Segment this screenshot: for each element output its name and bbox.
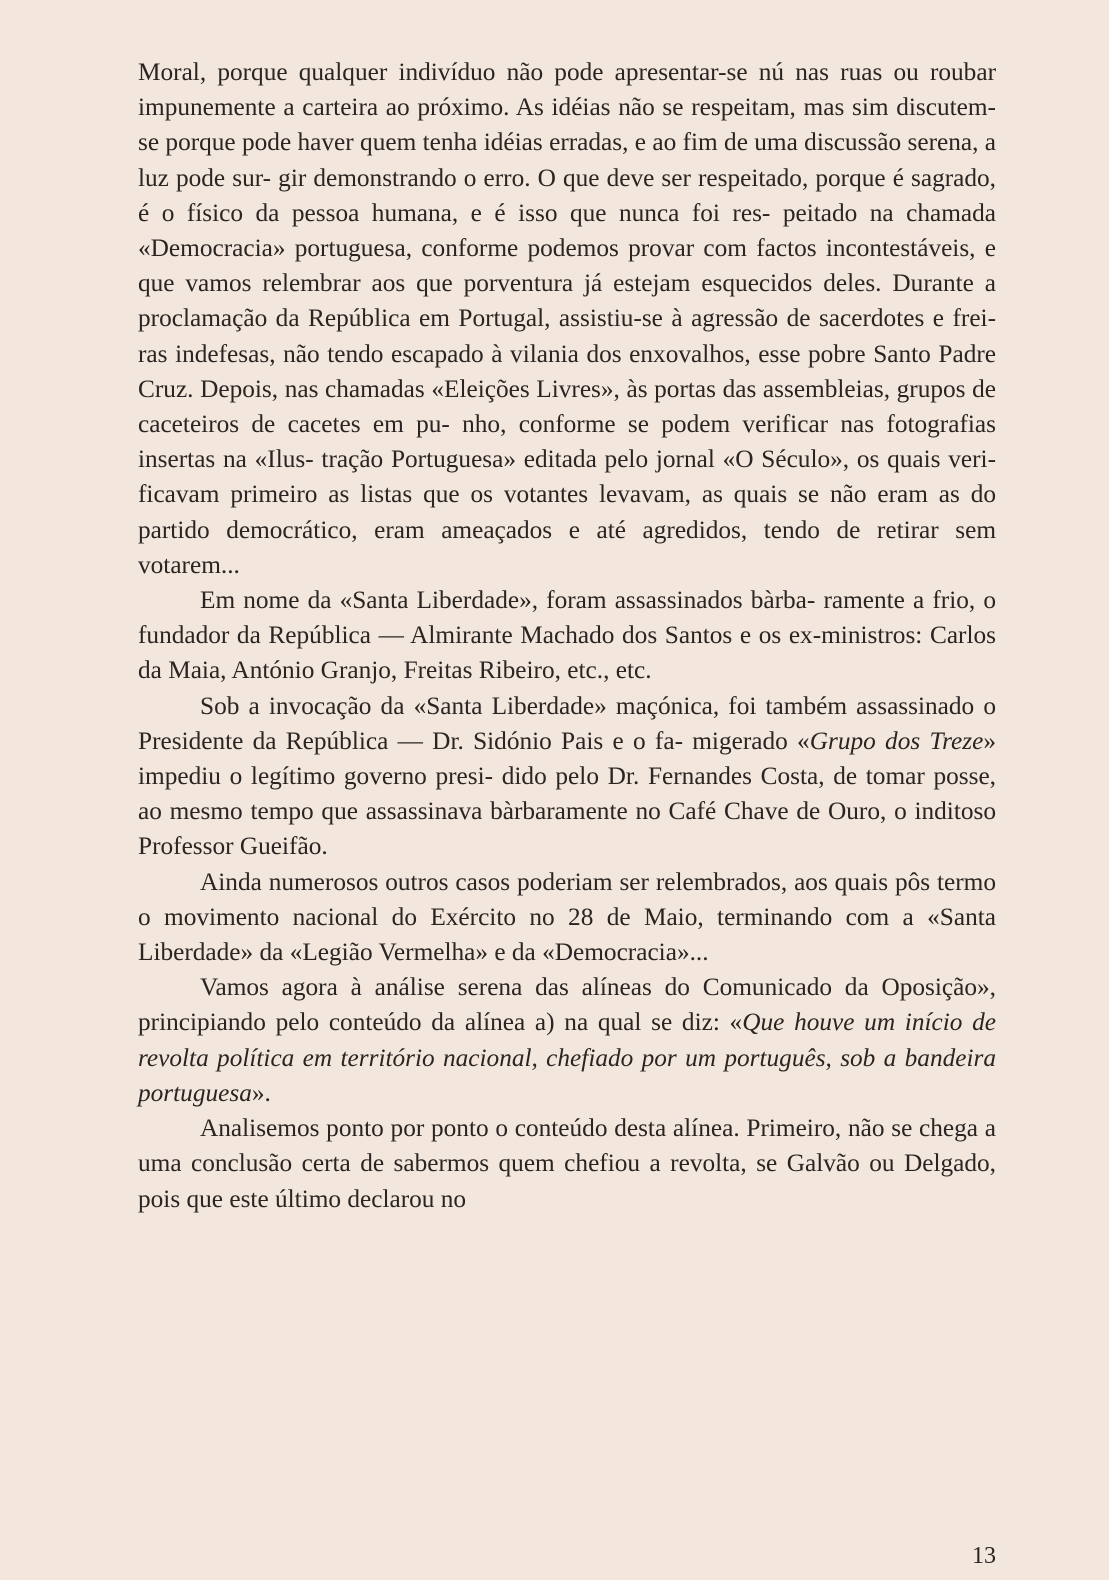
paragraph-text: » impediu o legítimo governo presi- dido pelo Dr. Fernandes Costa, de tomar posse, ao mesmo tempo que assassinava bàrbaramente no Café Chave de Ouro, o inditoso Professor Gueifão. — [138, 726, 996, 861]
paragraph-analisemos: Analisemos ponto por ponto o conteúdo desta alínea. Primeiro, não se chega a uma conclusão certa de sabermos quem chefiou a revolta, se Galvão ou Delgado, pois que este último declarou no — [138, 1114, 996, 1213]
paragraph-text: ». — [251, 1078, 271, 1107]
italic-quotation: Que houve um início de revolta política em território nacional, chefiado por um português, sob a bandeira portuguesa — [138, 1008, 996, 1107]
paragraph-text: Vamos agora à análise serena das alíneas do Comunicado da Oposição», principiando pelo conteúdo da alínea a) na qual se diz: « — [138, 973, 996, 1037]
page-number: 13 — [972, 1543, 996, 1569]
italic-group-name: Grupo dos Treze — [809, 726, 984, 755]
paragraph-vamos-agora — [138, 970, 996, 1111]
paragraph-moral: Moral, porque qualquer indivíduo não pode apresentar-se nú nas ruas ou roubar impunemente a carteira ao próximo. As idéias não se respeitam, mas sim discutem-se porque pode haver quem tenha idéias erradas, e ao fim de uma discussão serena, a luz pode sur- gir demonstrando o erro. O que deve ser respeitado, porque é sagrado, é o físico da pessoa humana, e é isso que nunca foi res- peitado na chamada «Democracia» portuguesa, conforme podemos provar com factos incontestáveis, e que vamos relembrar aos que porventura já estejam esquecidos deles. Durante a proclamação da República em Portugal, assistiu-se à agressão de sacerdotes e frei- ras indefesas, não tendo escapado à vilania dos enxovalhos, esse pobre Santo Padre Cruz. Depois, nas chamadas «Eleições Livres», às portas das assembleias, grupos de caceteiros de cacetes em pu- nho, conforme se podem verificar nas fotografias insertas na «Ilus- tração Portuguesa» editada pelo jornal «O Século», os quais veri- ficavam primeiro as listas que os votantes levavam, as quais se não eram as do partido democrático, eram ameaçados e até agredidos, tendo de retirar sem votarem... — [138, 58, 996, 579]
paragraph-ainda-numerosos: Ainda numerosos outros casos poderiam ser relembrados, aos quais pôs termo o movimento nacional do Exército no 28 de Maio, terminando com a «Santa Liberdade» da «Legião Vermelha» e da «Democracia»... — [138, 867, 996, 967]
body-text — [138, 55, 996, 1217]
paragraph-sob-a-invocacao — [138, 689, 996, 865]
paragraph-text: Sob a invocação da «Santa Liberdade» maçónica, foi também assassinado o Presidente da República — Dr. Sidónio Pais e o fa- migerado « — [138, 691, 996, 755]
paragraph-santa-liberdade: Em nome da «Santa Liberdade», foram assassinados bàrba- ramente a frio, o fundador da República — Almirante Machado dos Santos e os ex-ministros: Carlos da Maia, António Granjo, Freitas Ribeiro, etc., etc. — [138, 586, 996, 685]
